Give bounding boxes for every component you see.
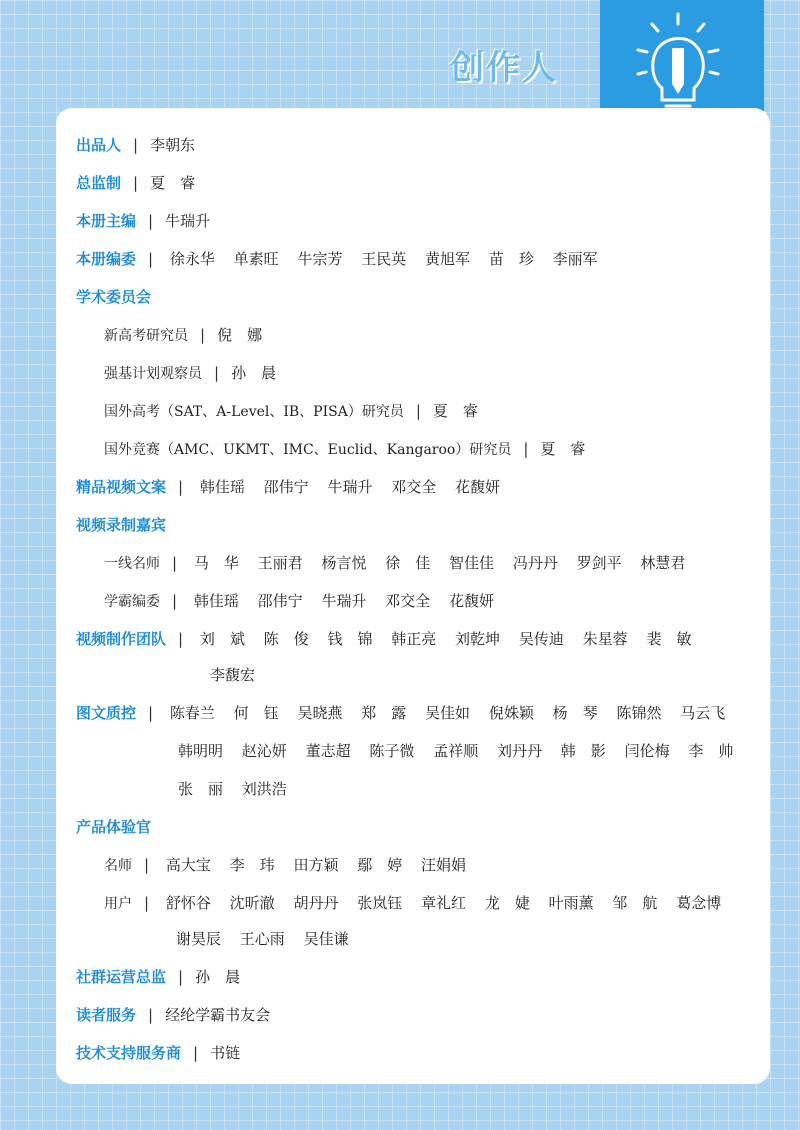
credit-editor-in-chief: 本册主编 | 牛瑞升	[76, 212, 211, 230]
credit-quality-control: 图文质控 | 陈春兰 何 钰 吴晓燕 郑 露 吴佳如 倪姝颖 杨 琴 陈锦然 马云飞	[76, 704, 726, 722]
role-qiangji: 强基计划观察员 | 孙 晨	[104, 364, 277, 382]
credit-video-team-cont: 李馥宏	[210, 666, 256, 684]
credit-tech-support: 技术支持服务商 | 书链	[76, 1044, 241, 1062]
page-title: 创作人	[450, 48, 558, 88]
role-users-cont: 谢昊辰 王心雨 吴佳谦	[176, 930, 349, 948]
role-frontline-teachers: 一线名师 | 马 华 王丽君 杨言悦 徐 佳 智佳佳 冯丹丹 罗剑平 林慧君	[104, 554, 686, 572]
role-student-editors: 学霸编委 | 韩佳瑶 邵伟宁 牛瑞升 邓交全 花馥妍	[104, 592, 495, 610]
credit-video-scripts: 精品视频文案 | 韩佳瑶 邵伟宁 牛瑞升 邓交全 花馥妍	[76, 478, 501, 496]
credit-editorial-board: 本册编委 | 徐永华 单素旺 牛宗芳 王民英 黄旭军 苗 珍 李丽军	[76, 250, 598, 268]
credit-quality-control-cont1: 韩明明 赵沁妍 董志超 陈子微 孟祥顺 刘丹丹 韩 影 闫伦梅 李 帅	[178, 742, 734, 760]
section-academic-committee: 学术委员会	[76, 288, 152, 306]
credit-publisher: 出品人 | 李朝东	[76, 136, 196, 154]
section-video-guests: 视频录制嘉宾	[76, 516, 167, 534]
credit-reader-service: 读者服务 | 经纶学霸书友会	[76, 1006, 271, 1024]
credit-video-team: 视频制作团队 | 刘 斌 陈 俊 钱 锦 韩正亮 刘乾坤 吴传迪 朱星蓉 裴 敏	[76, 630, 692, 648]
section-product-testers: 产品体验官	[76, 818, 152, 836]
role-new-gaokao: 新高考研究员 | 倪 娜	[104, 326, 263, 344]
role-foreign-competition: 国外竞赛（AMC、UKMT、IMC、Euclid、Kangaroo）研究员 | 夏 睿	[104, 440, 586, 458]
credit-community-ops: 社群运营总监 | 孙 晨	[76, 968, 241, 986]
role-teachers: 名师 | 高大宝 李 玮 田方颖 鄢 婷 汪娟娟	[104, 856, 467, 874]
credit-quality-control-cont2: 张 丽 刘洪浩	[178, 780, 287, 798]
credits-card	[56, 108, 770, 1084]
credit-chief-supervisor: 总监制 | 夏 睿	[76, 174, 196, 192]
role-users: 用户 | 舒怀谷 沈昕澈 胡丹丹 张岚钰 章礼红 龙 婕 叶雨薰 邹 航 葛念博	[104, 894, 722, 912]
role-foreign-exam: 国外高考（SAT、A-Level、IB、PISA）研究员 | 夏 睿	[104, 402, 478, 420]
